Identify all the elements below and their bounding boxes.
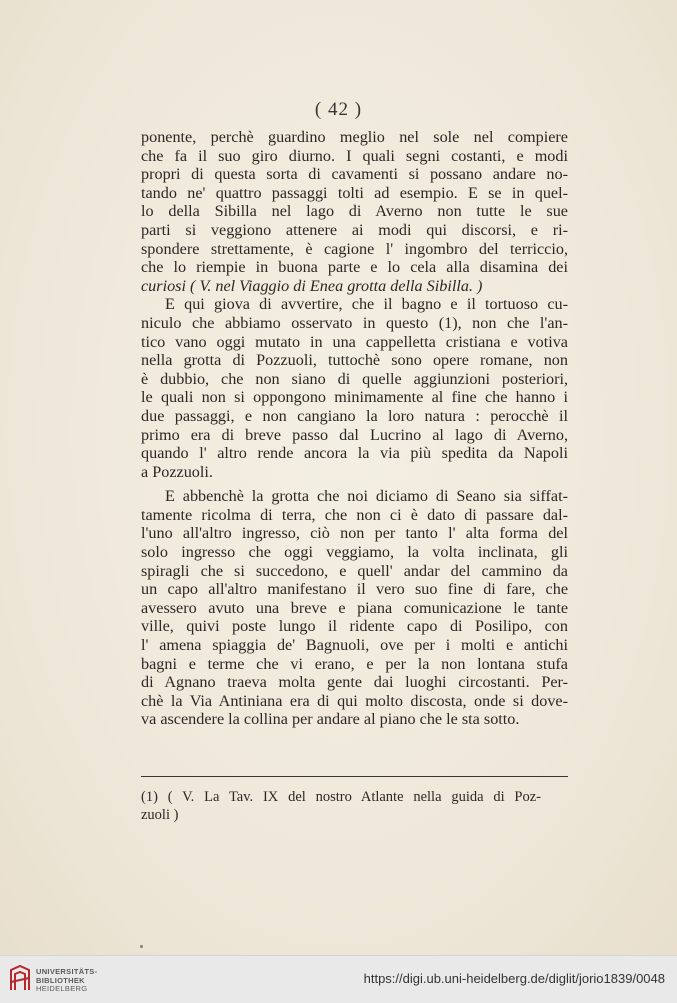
text-line: primo era di breve passo dal Lucrino al lago di Averno, — [141, 425, 568, 444]
library-name-line: BIBLIOTHEK — [36, 975, 85, 985]
text-line: è dubbio, che non siano di quelle aggiunzioni posteriori, — [141, 369, 568, 388]
text-line: bagni e terme che vi erano, e per la non lontana stufa — [141, 654, 568, 673]
text-line: l'uno all'altro ingresso, ciò non per tanto l' alta forma del — [141, 524, 568, 543]
text-line: quando l' altro rende ancora la via più spedita da Napoli — [141, 444, 568, 463]
text-line: niculo che abbiamo osservato in questo (1), non che l'an- — [141, 313, 568, 332]
text-line: va ascendere la collina per andare al piano che le sta sotto. — [141, 710, 520, 729]
text-line: due passaggi, e non cangiano la loro natura : perocchè il — [141, 406, 568, 425]
text-line: tando ne' quattro passaggi tolti ad esempio. E se in quel- — [141, 183, 568, 202]
page-number: ( 42 ) — [314, 99, 363, 120]
page-mark — [140, 945, 143, 948]
heidelberg-library-logo-icon[interactable] — [8, 964, 32, 992]
text-line: nella grotta di Pozzuoli, tuttochè sono opere romane, non — [141, 351, 568, 370]
permalink-url[interactable]: https://digi.ub.uni-heidelberg.de/diglit/jorio1839/0048 — [363, 971, 665, 986]
text-line: chè la Via Antiniana era di qui molto discosta, onde si dove- — [141, 691, 568, 710]
text-line: a Pozzuoli. — [141, 462, 213, 481]
text-line: curiosi ( V. nel Viaggio di Enea grotta della Sibilla. ) — [141, 276, 483, 295]
text-line: un capo all'altro manifestano il vero suo fine di fare, che — [141, 580, 568, 599]
text-line: parti si veggiono attenere ai modi qui discorsi, e ri- — [141, 220, 568, 239]
library-name-line: HEIDELBERG — [36, 984, 88, 993]
footnote-divider — [141, 776, 568, 777]
text-line: spiragli che si succedono, e quell' andar del cammino da — [141, 561, 568, 580]
footnote-line: (1) ( V. La Tav. IX del nostro Atlante nella guida di Poz- — [141, 789, 541, 805]
text-line: lo della Sibilla nel lago di Averno non tutte le sue — [141, 202, 568, 221]
library-name — [36, 968, 97, 994]
text-line: le quali non si oppongono minimamente al fine che hanno i — [141, 388, 568, 407]
viewer-footer — [0, 955, 677, 1003]
text-line: tico vano oggi mutato in una cappelletta cristiana e votiva — [141, 332, 568, 351]
text-line: E abbenchè la grotta che noi diciamo di Seano sia siffat- — [165, 487, 568, 506]
body-text — [141, 128, 568, 729]
footnote-line: zuoli ) — [141, 807, 179, 823]
text-line: ponente, perchè guardino meglio nel sole nel compiere — [141, 128, 568, 146]
text-line: avessero avuto una breve e piana comunicazione le tante — [141, 598, 568, 617]
text-line: solo ingresso che oggi veggiamo, la volta inclinata, gli — [141, 543, 568, 562]
text-line: di Agnano traeva molta gente dai luoghi circostanti. Per- — [141, 673, 568, 692]
library-name-line: UNIVERSITÄTS- — [36, 967, 98, 976]
text-line: ville, quivi poste lungo il ridente capo di Posilipo, con — [141, 617, 568, 636]
text-line: tamente ricolma di terra, che non ci è dato di passare dal- — [141, 505, 568, 524]
text-line: E qui giova di avvertire, che il bagno e il tortuoso cu- — [165, 295, 568, 314]
text-line: propri di questa sorta di cavamenti si possano andare no- — [141, 165, 568, 184]
text-line: che lo riempie in buona parte e lo cela alla disamina dei — [141, 258, 568, 277]
text-line: spondere strettamente, è cagione l' ingombro del terriccio, — [141, 239, 568, 258]
text-line: che fa il suo giro diurno. I quali segni costanti, e modi — [141, 146, 568, 165]
text-line: l' amena spiaggia de' Bagnuoli, ove per i molti e antichi — [141, 636, 568, 655]
footnote — [141, 788, 541, 824]
